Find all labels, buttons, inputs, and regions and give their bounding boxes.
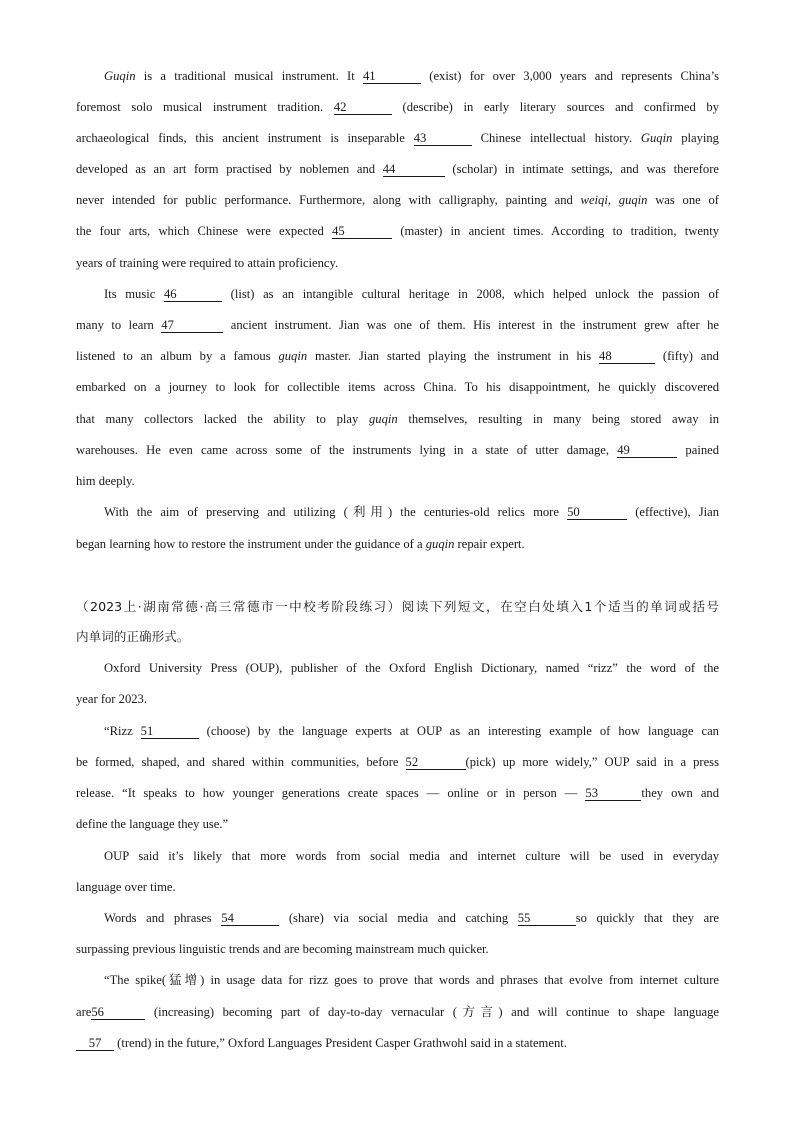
section-instruction-line-2: 内单词的正确形式。	[76, 629, 190, 644]
p2-line-3: “Rizz 51 (choose) by the language experts at OUP as an interesting example of how language can	[104, 724, 719, 738]
p2-line-13: 57 (trend) in the future,” Oxford Languages President Casper Grathwohl said in a statement.	[76, 1035, 719, 1051]
p2-line-6: define the language they use.”	[76, 817, 229, 831]
blank-44[interactable]: 44	[383, 162, 445, 177]
blank-43[interactable]: 43	[414, 131, 472, 146]
p2-line-8: language over time.	[76, 880, 176, 894]
p1-line-14: him deeply.	[76, 474, 135, 488]
p1-line-7: years of training were required to attain proficiency.	[76, 256, 339, 270]
p2-line-5: release. “It speaks to how younger generations create spaces — online or in person — 53 they own and	[76, 786, 720, 800]
blank-52[interactable]: 52	[406, 755, 466, 770]
blank-53[interactable]: 53	[585, 786, 641, 801]
p1-line-10: listened to an album by a famous guqin master. Jian started playing the instrument in his 48 (fifty) and	[76, 349, 719, 363]
p1-line-8: Its music 46 (list) as an intangible cultural heritage in 2008, which helped unlock the passion of	[104, 287, 719, 301]
blank-41[interactable]: 41	[363, 69, 421, 84]
blank-47[interactable]: 47	[161, 318, 223, 333]
p1-line-5: never intended for public performance. Furthermore, along with calligraphy, painting and weiqi, guqin was one of	[76, 193, 719, 207]
p1-line-16: began learning how to restore the instrument under the guidance of a guqin repair expert.	[76, 537, 525, 551]
blank-56[interactable]: 56	[91, 1005, 145, 1020]
p2-line-7: OUP said it’s likely that more words from social media and internet culture will be used in everyday	[104, 849, 719, 863]
p1-line-6: the four arts, which Chinese were expected 45 (master) in ancient times. According to tradition, twenty	[76, 224, 719, 238]
p2-line-1: Oxford University Press (OUP), publisher of the Oxford English Dictionary, named “rizz” the word of the	[104, 661, 719, 675]
p2-line-10: surpassing previous linguistic trends and are becoming mainstream much quicker.	[76, 942, 489, 956]
p2-line-9: Words and phrases 54 (share) via social media and catching 55 so quickly that they are	[104, 911, 719, 925]
blank-49[interactable]: 49	[617, 443, 677, 458]
p1-line-4: developed as an art form practised by noblemen and 44 (scholar) in intimate settings, and was therefore	[76, 162, 720, 176]
p1-line-13: warehouses. He even came across some of the instruments lying in a state of utter damage, 49 pained	[76, 443, 719, 457]
p1-line-9: many to learn 47 ancient instrument. Jian was one of them. His interest in the instrument grew after he	[76, 318, 719, 332]
p1-line-15: With the aim of preserving and utilizing (利用) the centuries-old relics more 50 (effective), Jian	[104, 505, 719, 519]
p1-line-11: embarked on a journey to look for collectible items across China. To his disappointment, he quickly discovered	[76, 380, 719, 394]
section-instruction-line-1: （2023上·湖南常德·高三常德市一中校考阶段练习）阅读下列短文，在空白处填入1个适当的单词或括号	[76, 599, 719, 614]
blank-45[interactable]: 45	[332, 224, 392, 239]
p1-line-3: archaeological finds, this ancient instrument is inseparable 43 Chinese intellectual history. Guqin playing	[76, 131, 719, 145]
p2-line-2: year for 2023.	[76, 692, 147, 706]
blank-48[interactable]: 48	[599, 349, 655, 364]
p2-line-12: are56 (increasing) becoming part of day-to-day vernacular (方言) and will continue to shape language	[76, 1005, 719, 1019]
p2-line-4: be formed, shaped, and shared within communities, before 52 (pick) up more widely,” OUP said in a press	[76, 755, 719, 769]
blank-46[interactable]: 46	[164, 287, 222, 302]
p2-line-11: “The spike(猛增) in usage data for rizz goes to prove that words and phrases that evolve from internet culture	[104, 973, 719, 987]
blank-50[interactable]: 50	[567, 505, 627, 520]
p1-line-2: foremost solo musical instrument tradition. 42 (describe) in early literary sources and confirmed by	[76, 100, 719, 114]
blank-42[interactable]: 42	[334, 100, 392, 115]
blank-57[interactable]: 57	[76, 1036, 114, 1051]
blank-51[interactable]: 51	[141, 724, 199, 739]
blank-55[interactable]: 55	[518, 911, 576, 926]
p1-line-12: that many collectors lacked the ability to play guqin themselves, resulting in many being stored away in	[76, 412, 719, 426]
blank-54[interactable]: 54	[221, 911, 279, 926]
p1-line-1: Guqin is a traditional musical instrument. It 41 (exist) for over 3,000 years and represents China’s	[104, 69, 720, 83]
